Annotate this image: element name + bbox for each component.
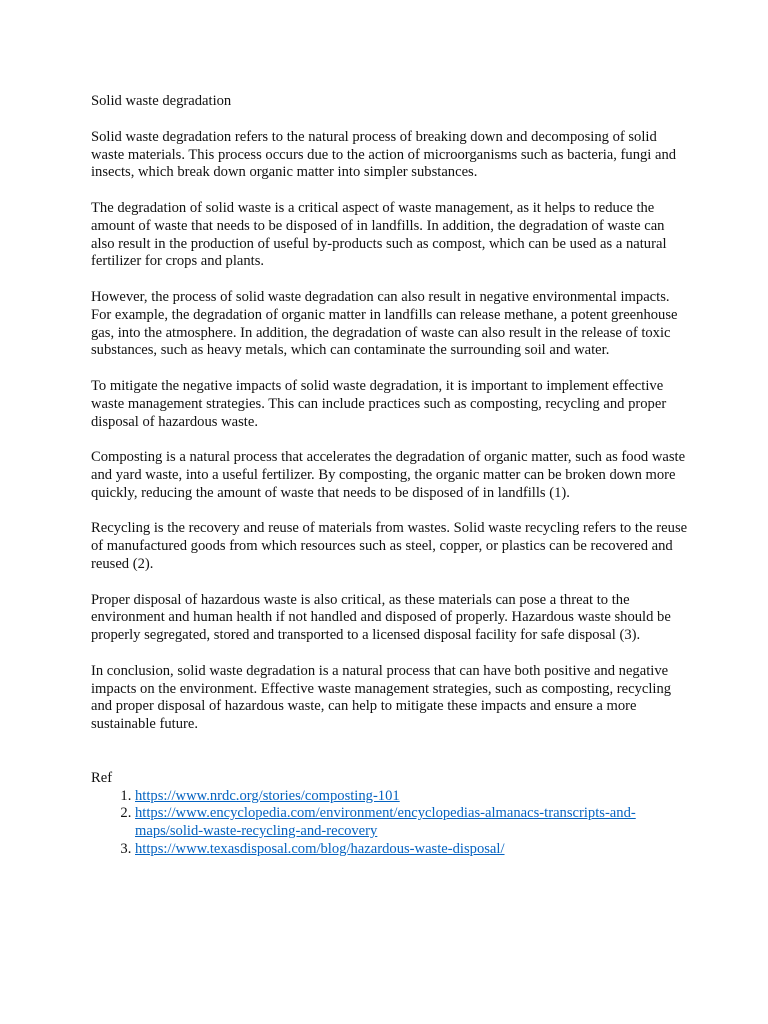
- paragraph-hazardous-disposal: Proper disposal of hazardous waste is also critical, as these materials can pose a threat to the environment and human health if not handled and disposed of properly. Hazardous waste should be properly segregated, stored and transported to a licensed disposal facility for safe disposal (3).: [91, 591, 671, 644]
- paragraph-recycling: Recycling is the recovery and reuse of materials from wastes. Solid waste recycling refers to the reuse of manufactured goods from which resources such as steel, copper, or plastics can be recovered and reused (2).: [91, 520, 688, 572]
- paragraph-conclusion: In conclusion, solid waste degradation is a natural process that can have both positive and negative impacts on the environment. Effective waste management strategies, such as composting, recycling and proper disposal of hazardous waste, can help to mitigate these impacts and ensure a more sustainable future.: [91, 662, 672, 733]
- paragraph-mitigation: To mitigate the negative impacts of solid waste degradation, it is important to implement effective waste management strategies. This can include practices such as composting, recycling and proper disposal of hazardous waste.: [91, 377, 667, 430]
- paragraph-composting: Composting is a natural process that accelerates the degradation of organic matter, such as food waste and yard waste, into a useful fertilizer. By composting, the organic matter can be broken down more quickly, reducing the amount of waste that needs to be disposed of in landfills (1).: [91, 449, 686, 501]
- reference-item: [135, 788, 691, 806]
- document-page: [91, 93, 691, 859]
- references-title: Ref: [91, 769, 113, 786]
- reference-item: [135, 841, 691, 859]
- paragraph-definition: Solid waste degradation refers to the natural process of breaking down and decomposing of solid waste materials. This process occurs due to the action of microorganisms such as bacteria, fungi and insects, which break down organic matter into simpler substances.: [91, 128, 677, 181]
- paragraph-importance: The degradation of solid waste is a critical aspect of waste management, as it helps to reduce the amount of waste that needs to be disposed of in landfills. In addition, the degradation of waste can also result in the production of useful by-products such as compost, which can be used as a natural fertilizer for crops and plants.: [91, 199, 667, 270]
- reference-link-1[interactable]: https://www.nrdc.org/stories/composting-101: [135, 787, 400, 804]
- document-title: Solid waste degradation: [91, 93, 232, 109]
- reference-link-3[interactable]: https://www.texasdisposal.com/blog/hazardous-waste-disposal/: [135, 841, 505, 858]
- references-list: [91, 788, 691, 859]
- reference-link-2[interactable]: https://www.encyclopedia.com/environment/encyclopedias-almanacs-transcripts-and-maps/solid-waste-recycling-and-recovery: [135, 805, 636, 840]
- references-section: [91, 770, 691, 859]
- reference-item: [135, 805, 691, 841]
- paragraph-negative-impacts: However, the process of solid waste degradation can also result in negative environmental impacts. For example, the degradation of organic matter in landfills can release methane, a potent greenhouse gas, into the atmosphere. In addition, the degradation of waste can also result in the release of toxic substances, such as heavy metals, which can contaminate the surrounding soil and water.: [91, 288, 678, 359]
